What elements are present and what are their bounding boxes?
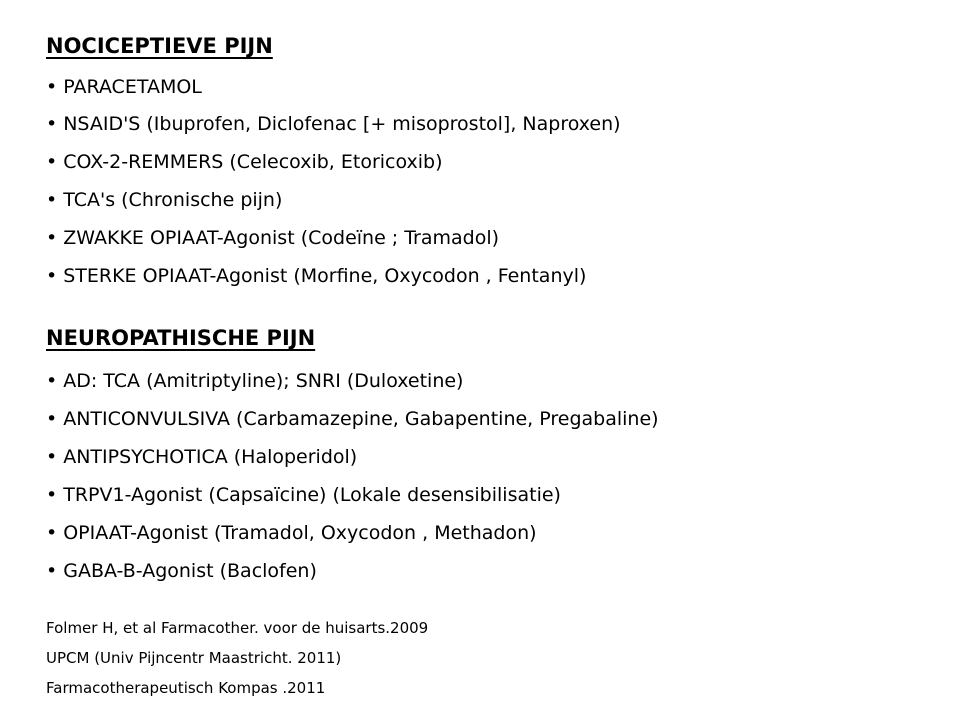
list-item — [46, 408, 659, 430]
list-item-text: ANTIPSYCHOTICA (Haloperidol) — [63, 446, 358, 468]
list-item-text: ANTICONVULSIVA (Carbamazepine, Gabapentine, Pregabaline) — [63, 408, 659, 430]
reference: Farmacotherapeutisch Kompas .2011 — [46, 679, 326, 697]
bullet-icon: • — [46, 408, 58, 430]
list-item — [46, 227, 499, 249]
bullet-icon: • — [46, 522, 58, 544]
list-item-text: TRPV1-Agonist (Capsaïcine) (Lokale desensibilisatie) — [63, 484, 561, 506]
list-item — [46, 113, 621, 135]
bullet-icon: • — [46, 370, 58, 392]
list-item-text: STERKE OPIAAT-Agonist (Morfine, Oxycodon , Fentanyl) — [63, 265, 587, 287]
bullet-icon: • — [46, 76, 58, 98]
reference: Folmer H, et al Farmacother. voor de huisarts.2009 — [46, 619, 429, 637]
list-item-text: ZWAKKE OPIAAT-Agonist (Codeïne ; Tramadol) — [63, 227, 500, 249]
bullet-icon: • — [46, 151, 58, 173]
list-item-text: GABA-B-Agonist (Baclofen) — [63, 560, 317, 582]
reference: UPCM (Univ Pijncentr Maastricht. 2011) — [46, 649, 342, 667]
bullet-icon: • — [46, 227, 58, 249]
list-item — [46, 265, 586, 287]
list-item-text: COX-2-REMMERS (Celecoxib, Etoricoxib) — [63, 151, 443, 173]
list-item — [46, 560, 317, 582]
list-item — [46, 522, 537, 544]
list-item-text: TCA's (Chronische pijn) — [63, 189, 283, 211]
list-item — [46, 189, 282, 211]
list-item — [46, 484, 561, 506]
list-item-text: NSAID'S (Ibuprofen, Diclofenac [+ misoprostol], Naproxen) — [63, 113, 621, 135]
bullet-icon: • — [46, 189, 58, 211]
list-item — [46, 76, 202, 98]
section-title-nociceptieve: NOCICEPTIEVE PIJN — [46, 34, 273, 58]
list-item-text: OPIAAT-Agonist (Tramadol, Oxycodon , Methadon) — [63, 522, 537, 544]
bullet-icon: • — [46, 484, 58, 506]
list-item — [46, 446, 357, 468]
bullet-icon: • — [46, 560, 58, 582]
bullet-icon: • — [46, 446, 58, 468]
list-item-text: PARACETAMOL — [63, 76, 202, 98]
list-item — [46, 151, 443, 173]
list-item-text: AD: TCA (Amitriptyline); SNRI (Duloxetine) — [63, 370, 464, 392]
bullet-icon: • — [46, 113, 58, 135]
list-item — [46, 370, 463, 392]
bullet-icon: • — [46, 265, 58, 287]
section-title-neuropathische: NEUROPATHISCHE PIJN — [46, 326, 316, 350]
